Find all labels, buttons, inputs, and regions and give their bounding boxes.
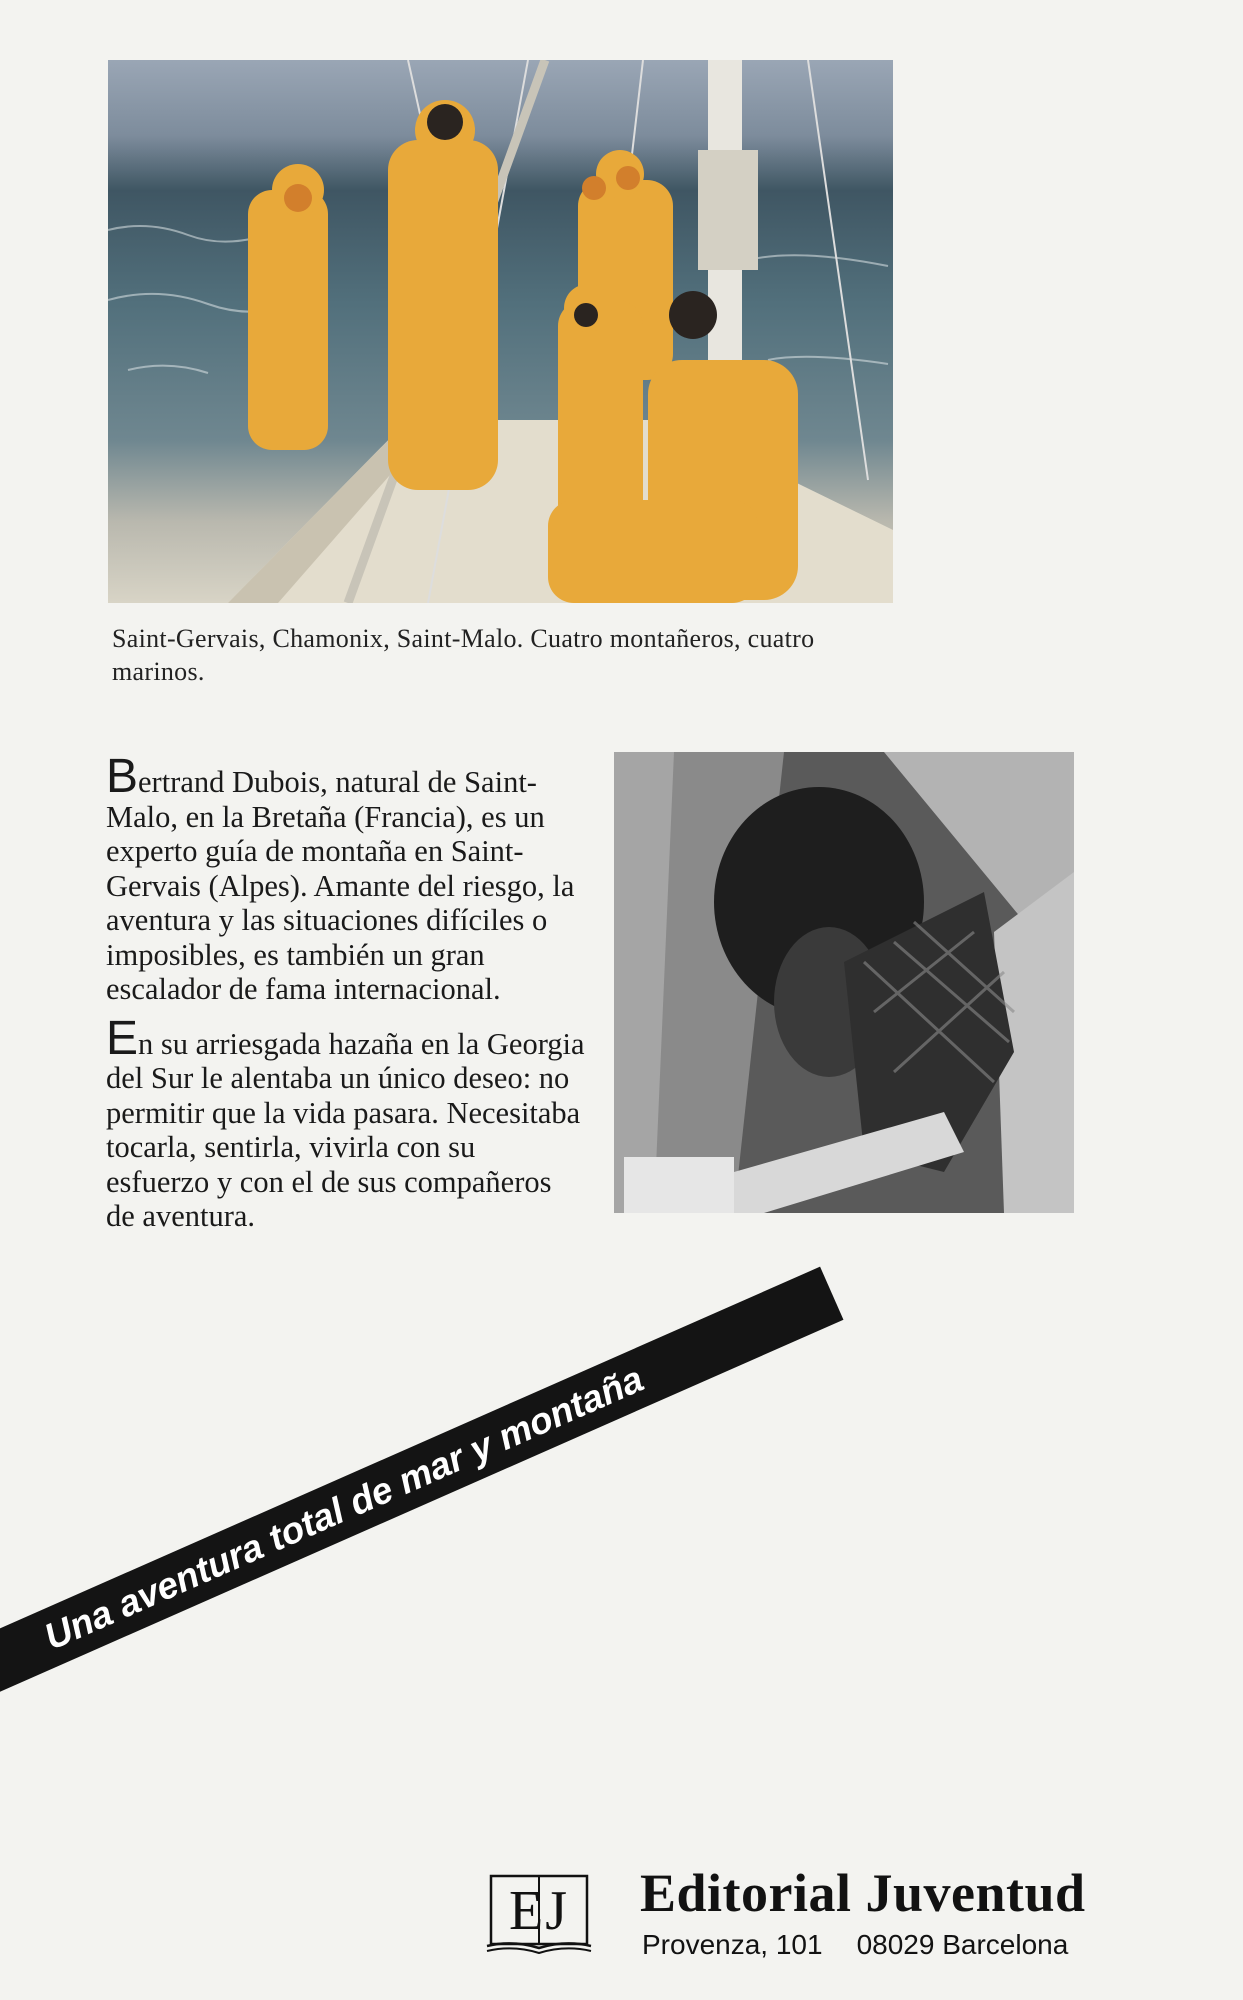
sailors-photo: [108, 60, 893, 603]
address-street: Provenza, 101: [642, 1929, 823, 1960]
paragraph-bio: [106, 750, 586, 1007]
tent-photo: [614, 752, 1074, 1213]
drop-cap: E: [106, 1011, 139, 1065]
address-city: 08029 Barcelona: [856, 1929, 1069, 1960]
publisher-name: Editorial Juventud: [640, 1863, 1086, 1923]
drop-cap: B: [106, 750, 139, 803]
tagline-text: Una aventura total de mar y montaña: [38, 1358, 650, 1658]
tagline-banner: [0, 1267, 843, 1699]
publisher-address: [642, 1929, 1068, 1961]
photo-caption: Saint-Gervais, Chamonix, Saint-Malo. Cuatro montañeros, cuatro marinos.: [112, 624, 815, 686]
paragraph-text: ertrand Dubois, natural de Saint-Malo, en la Bretaña (Francia), es un experto guía de montaña en Saint-Gervais (Alpes). Amante del riesgo, la aventura y las situaciones difíciles o imposibles, es también un gran escalador de fama internacional.: [106, 765, 575, 1006]
author-description: [106, 750, 586, 1251]
logo-letters: EJ: [509, 1880, 569, 1942]
publisher-logo: [485, 1874, 593, 1954]
paragraph-text: n su arriesgada hazaña en la Georgia del Sur le alentaba un único deseo: no permitir que la vida pasara. Necesitaba tocarla, sentirla, vivirla con su esfuerzo y con el de sus compañeros de aventura.: [106, 1026, 585, 1233]
paragraph-adventure: [106, 1011, 586, 1234]
